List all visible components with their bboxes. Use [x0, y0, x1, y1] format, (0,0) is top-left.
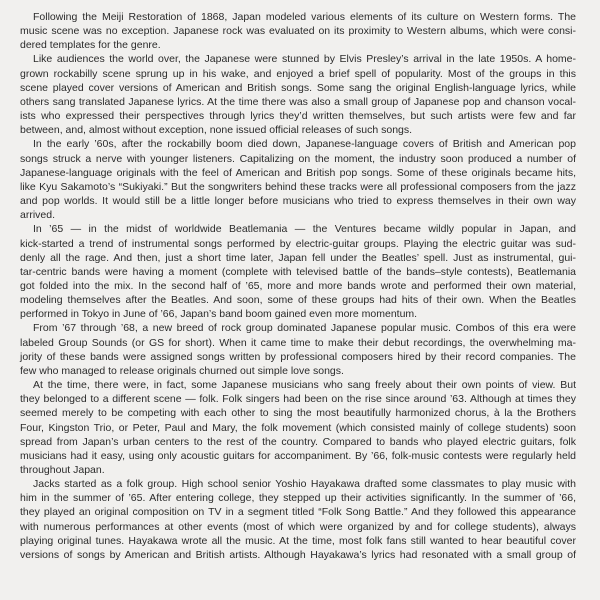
text-line: modeling themselves after the Beatles. And soon, some of these groups had hits of their own. When the Beatles: [20, 294, 576, 307]
text-line: few who managed to release originals churned out simple love songs.: [20, 364, 344, 377]
paragraph-early-60s: [20, 137, 576, 222]
text-line: seemed merely to be competing with each other to sing the most beautifully harmonized chorus, à la the Brothers: [20, 407, 576, 420]
text-line: performed in Tokyo in June of ’66, Japan’s band boom gained even more momentum.: [20, 308, 418, 321]
text-line: between, and, almost without exception, none issued official releases of such songs.: [20, 124, 413, 137]
text-line: throughout Japan.: [20, 464, 105, 476]
text-line: songs struck a nerve with younger listeners. Capitalizing on the moment, the industry soon produced a number of: [20, 152, 576, 165]
text-line: kick-started a trend of instrumental songs performed by electric-guitar groups. Playing the electric guitar was sud-: [20, 237, 576, 250]
text-line: spread from Japan’s urban centers to the rest of the country. Compared to bands who played electric guitars, folk: [20, 435, 576, 448]
text-line: arrived.: [20, 209, 56, 222]
text-line: him in the summer of ’65. After entering college, they stepped up their activities significantly. In the summer of ’66,: [20, 492, 576, 505]
text-line: music scene was no exception. Japanese rock was evaluated on its proximity to Western albums, which were consi-: [20, 25, 576, 38]
text-line: ists who expressed their perspectives through lyrics they’d written themselves, but such artists were few and far: [20, 110, 576, 123]
text-line: jority of these bands were assigned songs written by professional composers hired by their record companies. The: [20, 350, 576, 363]
text-line: From ’67 through ’68, a new breed of rock group dominated Japanese popular music. Combos of this era were: [33, 322, 576, 335]
text-line: dered templates for the genre.: [20, 39, 161, 52]
text-line: playing original tunes. Hayakawa wrote all the music. At the time, most folk fans still wanted to hear beautiful cover: [20, 534, 576, 547]
paragraph-jacks: [20, 477, 576, 562]
text-line: Jacks started as a folk group. High school senior Yoshio Hayakawa drafted some classmates to play music with: [33, 478, 576, 491]
text-line: Four, Kingston Trio, or Peter, Paul and Mary, the folk movement (which consisted mainly of college students) soon: [20, 421, 576, 434]
text-line: denly all the rage. And then, just a short time later, Japan fell under the Beatles’ spell. Just as instrumental, gui-: [20, 251, 576, 264]
text-line: musicians had it easy, using only acoustic guitars for accompaniment. By ’66, folk-music contests were regularly held: [20, 449, 576, 462]
text-line: grown rockabilly scene sprung up in his wake, and enjoyed a brief spell of popularity. Most of the groups in this: [20, 67, 576, 80]
paragraph-group-sounds: [20, 321, 576, 378]
text-line: At the time, there were, in fact, some Japanese musicians who sang freely about their own points of view. But: [33, 379, 576, 392]
text-line: got folded into the mix. In the second half of ’65, more and more bands wrote and performed their own material,: [20, 279, 576, 292]
paragraph-rockabilly: [20, 52, 576, 137]
text-line: they belonged to a different scene — folk. Folk singers had been on the rise since around ’63. Although at times they: [20, 393, 576, 406]
text-line: In the early ’60s, after the rockabilly boom died down, Japanese-language covers of British and American pop: [33, 138, 576, 151]
text-line: others sang translated Japanese lyrics. At the time there was also a small group of Japanese pop and chanson vocal-: [20, 95, 576, 108]
text-line: In ’65 — in the midst of worldwide Beatlemania — the Ventures became wildly popular in Japan, and: [33, 223, 576, 236]
text-line: Following the Meiji Restoration of 1868, Japan modeled various elements of its culture on Western forms. The: [33, 11, 576, 23]
text-line: scene played cover versions of American and British songs. Some sang the original English-language lyrics, while: [20, 81, 576, 94]
paragraph-folk: [20, 378, 576, 477]
text-line: and pop worlds. It would still be a little longer before musicians who tried to express themselves in their own way: [20, 195, 576, 208]
paragraph-meiji: [20, 10, 576, 52]
text-line: they played an original composition on TV in a segment titled “Folk Song Battle.” And they followed this appearance: [20, 506, 576, 519]
text-line: Japanese-language originals with the feel of American and British pop songs. Some of these originals became hits,: [20, 166, 576, 179]
text-line: tar-centric bands were having a moment (complete with televised battle of the bands–style contests), Beatlemania: [20, 265, 576, 278]
text-line: versions of songs by American and British artists. Although Hayakawa’s lyrics had resonated with a small group of: [20, 548, 576, 561]
text-line: with numerous performances at other events (most of which were organized by and for college students), always: [20, 520, 576, 533]
paragraph-beatlemania: [20, 222, 576, 321]
text-line: Like audiences the world over, the Japanese were stunned by Elvis Presley’s arrival in the late 1950s. A home-: [33, 53, 576, 66]
text-line: labeled Group Sounds (or GS for short). When it came time to make their debut recordings, the overwhelming ma-: [20, 336, 576, 349]
text-line: like Kyu Sakamoto’s “Sukiyaki.” But the songwriters behind these tracks were all professional composers from the jazz: [20, 180, 576, 193]
